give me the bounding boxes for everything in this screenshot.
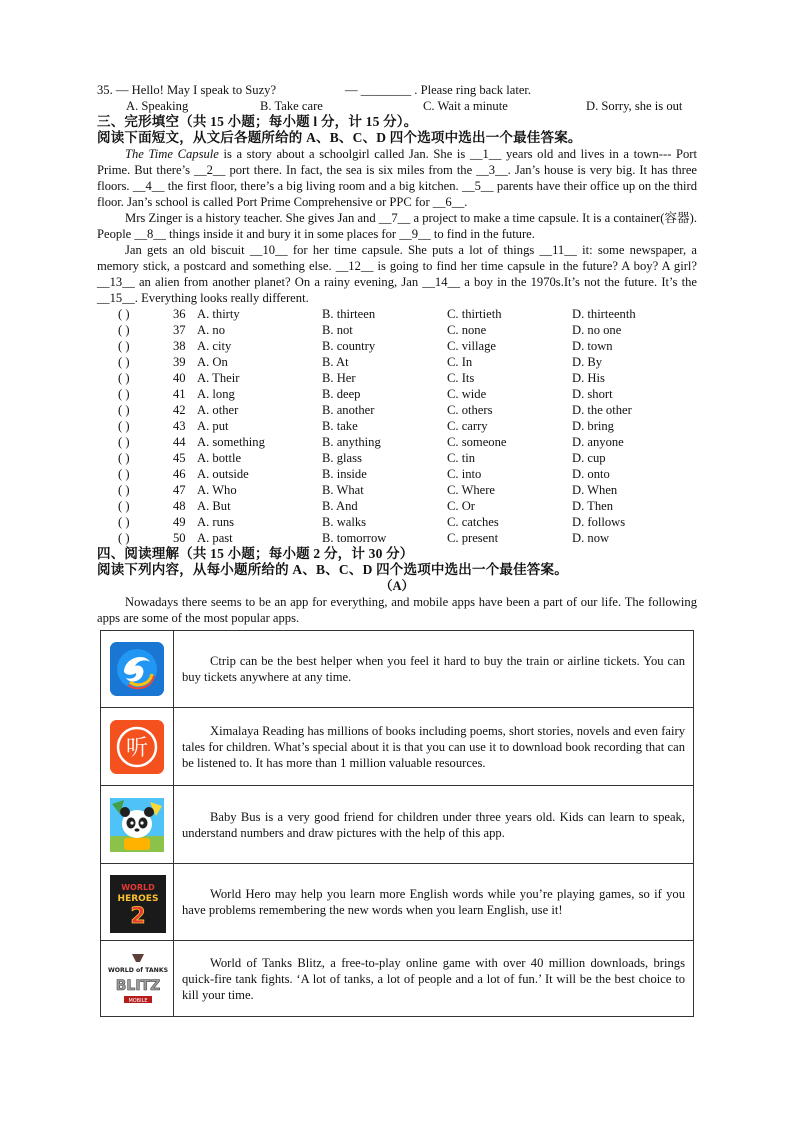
option-b: B. anything <box>322 435 381 449</box>
answer-paren: ( ) <box>118 419 130 433</box>
cloze-item-43 <box>118 418 636 434</box>
world-hero-icon <box>110 875 164 929</box>
option-c: C. carry <box>447 419 488 433</box>
cloze-paragraph-1: The Time Capsule is a story about a schoolgirl called Jan. She is __1__ years old and lives in a town--- Port Prime. But there’s __2__ port there. In fact, the sea is six miles from the __3__. Jan’s house is very big. It has three floors. __4__ the first floor, there’s a big living room and a big kitchen. __5__ parents have their office up on the third floor. Jan’s school is called Port Prime Comprehensive or PPC for __6__. <box>97 147 697 209</box>
world-of-tanks-icon <box>107 952 169 1006</box>
option-d: D. no one <box>572 323 622 337</box>
q35-option-d: D. Sorry, she is out <box>586 99 683 113</box>
cloze-item-36 <box>118 306 636 322</box>
option-d: D. By <box>572 355 603 369</box>
item-number: 45 <box>173 451 186 465</box>
option-a: A. past <box>197 531 233 545</box>
option-b: B. glass <box>322 451 362 465</box>
app-description: Baby Bus is a very good friend for children under three years old. Kids can learn to speak, understand numbers and draw pictures with the help of this app. <box>174 786 694 864</box>
q35-options <box>97 98 697 114</box>
section-4-instruction: 阅读下列内容，从每小题所给的 A、B、C、D 四个选项中选出一个最佳答案。 <box>97 562 568 577</box>
item-number: 41 <box>173 387 186 401</box>
exam-page <box>97 82 697 1017</box>
option-b: B. walks <box>322 515 367 529</box>
cloze-paragraph-2: Mrs Zinger is a history teacher. She gives Jan and __7__ a project to make a time capsule. It is a container(容器). People __8__ things inside it and bury it in some places for __9__ to find in the future. <box>97 211 697 241</box>
option-a: A. something <box>197 435 265 449</box>
option-a: A. city <box>197 339 232 353</box>
item-number: 39 <box>173 355 186 369</box>
option-b: B. another <box>322 403 375 417</box>
option-d: D. onto <box>572 467 610 481</box>
item-number: 40 <box>173 371 186 385</box>
option-a: A. thirty <box>197 307 240 321</box>
item-number: 37 <box>173 323 186 337</box>
reading-intro: Nowadays there seems to be an app for everything, and mobile apps have been a part of our life. The following apps are some of the most popular apps. <box>97 595 697 625</box>
item-number: 48 <box>173 499 186 513</box>
item-number: 42 <box>173 403 186 417</box>
option-c: C. wide <box>447 387 487 401</box>
cloze-item-39 <box>118 354 636 370</box>
option-c: C. tin <box>447 451 475 465</box>
option-b: B. And <box>322 499 358 513</box>
cloze-item-42 <box>118 402 636 418</box>
option-d: D. follows <box>572 515 626 529</box>
item-number: 46 <box>173 467 186 481</box>
option-c: C. into <box>447 467 482 481</box>
cloze-item-50 <box>118 530 636 546</box>
option-c: C. present <box>447 531 499 545</box>
answer-paren: ( ) <box>118 339 130 353</box>
svg-text:2: 2 <box>130 904 146 929</box>
option-a: A. put <box>197 419 229 433</box>
app-row <box>101 708 694 786</box>
option-c: C. village <box>447 339 496 353</box>
option-a: A. outside <box>197 467 249 481</box>
option-b: B. country <box>322 339 376 353</box>
part-a-label: （A） <box>379 579 415 593</box>
option-b: B. At <box>322 355 349 369</box>
answer-paren: ( ) <box>118 531 130 545</box>
svg-text:HEROES: HEROES <box>117 894 159 904</box>
option-a: A. On <box>197 355 228 369</box>
apps-table <box>100 630 694 1017</box>
section-3-title: 三、完形填空（共 15 小题；每小题 l 分，计 15 分）。 <box>97 114 418 129</box>
option-c: C. someone <box>447 435 507 449</box>
app-description: World Hero may help you learn more English words while you’re playing games, so if you have problems remembering the new words when you learn English, use it! <box>174 864 694 941</box>
item-number: 47 <box>173 483 186 497</box>
cloze-item-37 <box>118 322 636 338</box>
option-a: A. long <box>197 387 235 401</box>
q35-option-a: A. Speaking <box>126 99 189 113</box>
option-b: B. deep <box>322 387 361 401</box>
q35-question: 35. — Hello! May I speak to Suzy? <box>97 83 277 97</box>
q35-answer: — ________ . Please ring back later. <box>345 83 532 97</box>
item-number: 44 <box>173 435 186 449</box>
app-description: Ctrip can be the best helper when you feel it hard to buy the train or airline tickets. You can buy tickets anywhere at any time. <box>174 631 694 708</box>
option-d: D. His <box>572 371 605 385</box>
option-c: C. thirtieth <box>447 307 502 321</box>
item-number: 38 <box>173 339 186 353</box>
item-number: 49 <box>173 515 186 529</box>
option-a: A. But <box>197 499 231 513</box>
option-b: B. not <box>322 323 353 337</box>
app-row <box>101 864 694 941</box>
answer-paren: ( ) <box>118 355 130 369</box>
answer-paren: ( ) <box>118 483 130 497</box>
item-number: 36 <box>173 307 186 321</box>
option-d: D. anyone <box>572 435 624 449</box>
answer-paren: ( ) <box>118 403 130 417</box>
option-a: A. other <box>197 403 239 417</box>
question-35 <box>97 82 697 98</box>
cloze-paragraph-3: Jan gets an old biscuit __10__ for her time capsule. She puts a lot of things __11__ it: some newspaper, a memory stick, a postcard and something else. __12__ is going to find her time capsule in the future? A boy? A girl? __13__ an alien from another planet? On a rainy evening, Jan __14__ a boy in the 1970s.It’s not the future. It’s the __15__. Everything looks really different. <box>97 243 697 305</box>
cloze-item-38 <box>118 338 636 354</box>
cloze-item-48 <box>118 498 636 514</box>
option-d: D. cup <box>572 451 606 465</box>
option-a: A. no <box>197 323 225 337</box>
answer-paren: ( ) <box>118 387 130 401</box>
cloze-item-44 <box>118 434 636 450</box>
cloze-item-47 <box>118 482 636 498</box>
answer-paren: ( ) <box>118 323 130 337</box>
cloze-item-49 <box>118 514 636 530</box>
baby-bus-panda-icon <box>110 798 164 852</box>
story-title: The Time Capsule <box>125 147 219 161</box>
q35-option-c: C. Wait a minute <box>423 99 508 113</box>
answer-paren: ( ) <box>118 515 130 529</box>
svg-text:BLITZ: BLITZ <box>115 977 161 994</box>
option-b: B. take <box>322 419 358 433</box>
option-b: B. Her <box>322 371 356 385</box>
app-row <box>101 786 694 864</box>
app-row <box>101 941 694 1017</box>
answer-paren: ( ) <box>118 435 130 449</box>
option-b: B. What <box>322 483 364 497</box>
option-d: D. When <box>572 483 618 497</box>
option-d: D. town <box>572 339 613 353</box>
option-c: C. Where <box>447 483 496 497</box>
option-b: B. inside <box>322 467 367 481</box>
option-d: D. thirteenth <box>572 307 636 321</box>
ximalaya-ting-icon <box>110 720 164 774</box>
cloze-item-45 <box>118 450 636 466</box>
item-number: 43 <box>173 419 186 433</box>
cloze-item-40 <box>118 370 636 386</box>
option-c: C. others <box>447 403 493 417</box>
answer-paren: ( ) <box>118 499 130 513</box>
ctrip-dolphin-icon <box>110 642 164 696</box>
option-d: D. the other <box>572 403 632 417</box>
svg-text:WORLD: WORLD <box>121 883 155 892</box>
cloze-item-46 <box>118 466 636 482</box>
option-a: A. Who <box>197 483 237 497</box>
app-description: World of Tanks Blitz, a free-to-play online game with over 40 million downloads, brings quick-fire tank fights. ‘A lot of tanks, a lot of people and a lot of fun.’ It will be the best choice to kill your time. <box>174 941 694 1017</box>
answer-paren: ( ) <box>118 307 130 321</box>
svg-text:听: 听 <box>125 735 149 761</box>
option-c: C. catches <box>447 515 499 529</box>
section-4-title: 四、阅读理解（共 15 小题；每小题 2 分，计 30 分） <box>97 546 414 561</box>
option-a: A. Their <box>197 371 240 385</box>
option-d: D. now <box>572 531 610 545</box>
svg-text:WORLD of TANKS: WORLD of TANKS <box>107 966 169 974</box>
section-3-instruction: 阅读下面短文，从文后各题所给的 A、B、C、D 四个选项中选出一个最佳答案。 <box>97 130 582 145</box>
option-d: D. Then <box>572 499 614 513</box>
option-d: D. short <box>572 387 613 401</box>
option-a: A. bottle <box>197 451 242 465</box>
item-number: 50 <box>173 531 186 545</box>
app-row <box>101 631 694 708</box>
option-c: C. none <box>447 323 487 337</box>
svg-text:MOBILE: MOBILE <box>128 997 148 1004</box>
option-d: D. bring <box>572 419 614 433</box>
option-c: C. In <box>447 355 473 369</box>
app-description: Ximalaya Reading has millions of books including poems, short stories, novels and even fairy tales for children. What’s special about it is that you can use it to download book recording that can be listened to. It has more than 1 million valuable resources. <box>174 708 694 786</box>
option-b: B. tomorrow <box>322 531 387 545</box>
option-c: C. Or <box>447 499 475 513</box>
cloze-item-41 <box>118 386 636 402</box>
answer-paren: ( ) <box>118 451 130 465</box>
option-a: A. runs <box>197 515 235 529</box>
answer-paren: ( ) <box>118 371 130 385</box>
option-c: C. Its <box>447 371 475 385</box>
cloze-options-table <box>118 306 636 546</box>
q35-option-b: B. Take care <box>260 99 323 113</box>
option-b: B. thirteen <box>322 307 376 321</box>
answer-paren: ( ) <box>118 467 130 481</box>
